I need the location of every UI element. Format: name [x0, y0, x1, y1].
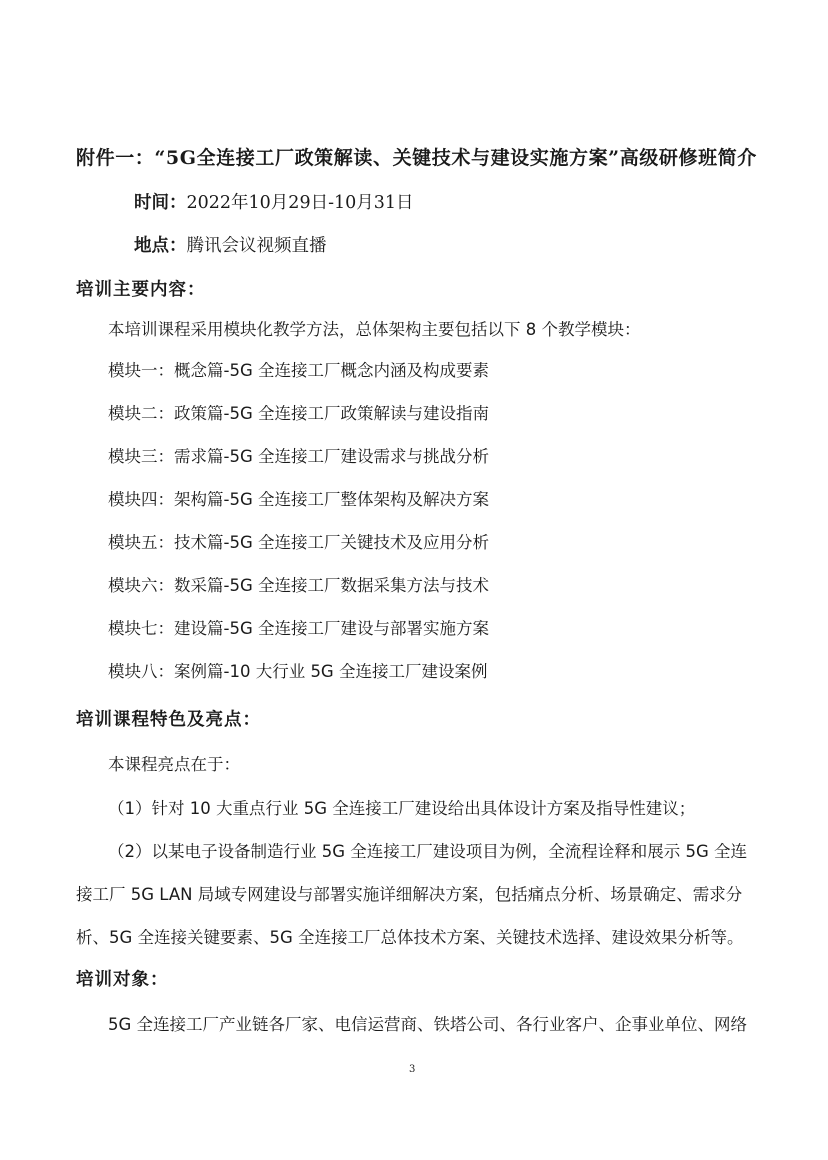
feature-item: （2）以某电子设备制造行业 5G 全连接工厂建设项目为例，全流程诠释和展示 5G 全连 — [108, 842, 748, 861]
features-heading: 培训课程特色及亮点： — [76, 710, 261, 730]
module-item: 模块一：概念篇-5G 全连接工厂概念内涵及构成要素 — [108, 361, 489, 380]
page-number: 3 — [409, 1064, 416, 1075]
place-label: 地点： — [134, 236, 187, 256]
features-intro: 本课程亮点在于： — [108, 755, 240, 774]
module-item: 模块四：架构篇-5G 全连接工厂整体架构及解决方案 — [108, 490, 489, 509]
time-label: 时间： — [134, 193, 187, 213]
time-value: 2022年10月29日-10月31日 — [186, 193, 414, 213]
place-value: 腾讯会议视频直播 — [186, 236, 327, 256]
module-item: 模块二：政策篇-5G 全连接工厂政策解读与建设指南 — [108, 404, 489, 423]
feature-item: （1）针对 10 大重点行业 5G 全连接工厂建设给出具体设计方案及指导性建议； — [108, 799, 696, 818]
feature-item-continuation: 析、5G 全连接关键要素、5G 全连接工厂总体技术方案、关键技术选择、建设效果分析等。 — [76, 928, 744, 947]
module-item: 模块七：建设篇-5G 全连接工厂建设与部署实施方案 — [108, 619, 489, 638]
feature-item-continuation: 接工厂 5G LAN 局域专网建设与部署实施详细解决方案，包括痛点分析、场景确定、需求分 — [76, 885, 743, 904]
place-row — [134, 232, 327, 257]
module-item: 模块八：案例篇-10 大行业 5G 全连接工厂建设案例 — [108, 662, 488, 681]
audience-heading: 培训对象： — [76, 970, 169, 990]
module-item: 模块五：技术篇-5G 全连接工厂关键技术及应用分析 — [108, 533, 489, 552]
content-heading: 培训主要内容： — [76, 280, 206, 300]
document-title: 附件一：“5G全连接工厂政策解读、关键技术与建设实施方案”高级研修班简介 — [76, 147, 757, 169]
module-item: 模块六：数采篇-5G 全连接工厂数据采集方法与技术 — [108, 576, 489, 595]
content-intro: 本培训课程采用模块化教学方法，总体架构主要包括以下 8 个教学模块： — [108, 320, 641, 339]
audience-text: 5G 全连接工厂产业链各厂家、电信运营商、铁塔公司、各行业客户、企事业单位、网络 — [108, 1015, 748, 1034]
time-row — [134, 189, 414, 214]
module-item: 模块三：需求篇-5G 全连接工厂建设需求与挑战分析 — [108, 447, 489, 466]
